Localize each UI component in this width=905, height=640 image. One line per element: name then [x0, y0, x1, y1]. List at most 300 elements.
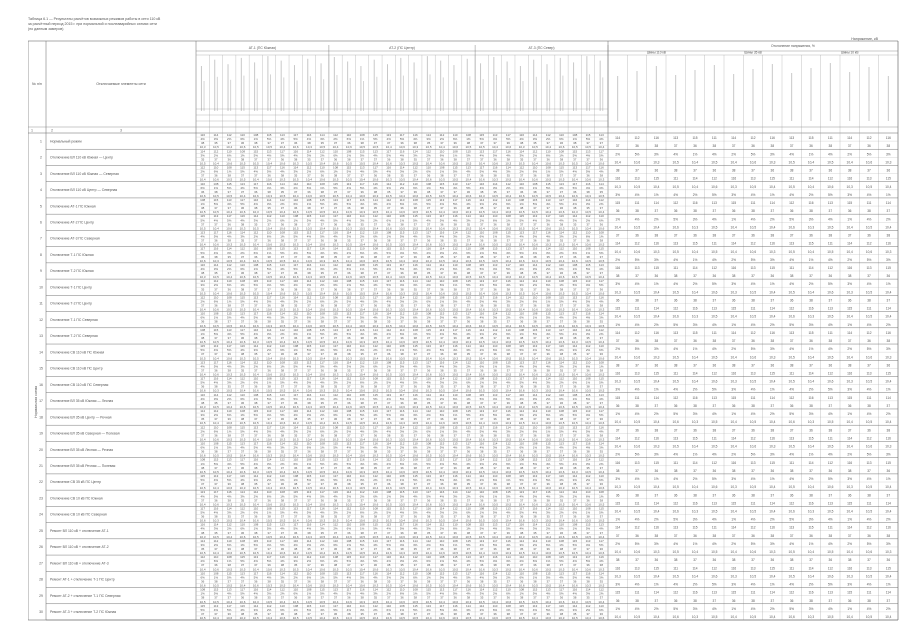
table-cell: 112: [711, 460, 717, 465]
table-cell: 111: [827, 241, 833, 246]
table-cell: 6%: [599, 607, 604, 612]
table-cell: 4%: [572, 202, 577, 207]
table-cell: 115: [479, 133, 485, 138]
table-cell: 38: [586, 579, 590, 584]
table-cell: 36: [712, 168, 717, 173]
table-cell: 10,5: [385, 242, 392, 247]
table-cell: 35: [426, 530, 431, 535]
table-cell: 38: [546, 563, 550, 568]
table-cell: 116: [731, 176, 737, 181]
table-cell: 36: [200, 514, 205, 519]
table-cell: 36: [240, 465, 245, 470]
table-cell: 10,4: [266, 226, 273, 231]
table-cell: 115: [386, 246, 392, 251]
table-cell: 2%: [808, 387, 814, 392]
table-cell: 1%: [731, 322, 736, 327]
table-cell: 2%: [306, 559, 312, 564]
table-cell: 5%: [634, 152, 640, 157]
table-cell: 37: [867, 468, 871, 473]
table-cell: 114: [293, 555, 299, 560]
table-cell: 36: [254, 189, 258, 194]
table-cell: 35: [426, 141, 431, 146]
table-cell: 116: [505, 409, 511, 414]
table-cell: 5%: [386, 380, 391, 385]
table-cell: 36: [453, 271, 457, 276]
table-cell: 114: [847, 330, 853, 335]
table-cell: 10,5: [711, 420, 718, 425]
table-cell: 10,5: [226, 388, 233, 393]
table-cell: 117: [452, 327, 458, 332]
table-cell: 112: [226, 522, 232, 527]
table-cell: 10,6: [385, 291, 392, 296]
table-cell: 36: [267, 433, 271, 438]
table-cell: 116: [519, 522, 525, 527]
table-cell: 112: [572, 490, 578, 495]
table-cell: 10,5: [558, 421, 565, 426]
table-cell: 113: [827, 501, 833, 506]
table-cell: 5%: [426, 494, 431, 499]
table-cell: 2%: [546, 526, 551, 531]
table-cell: 116: [598, 165, 604, 170]
table-cell: 10,5: [279, 242, 286, 247]
table-cell: 6%: [373, 494, 378, 499]
table-cell: 110: [598, 344, 604, 349]
table-cell: 36: [673, 209, 678, 214]
table-cell: 10,4: [465, 372, 472, 377]
table-cell: 10,5: [372, 210, 379, 215]
table-cell: 113: [266, 279, 272, 284]
table-cell: 5%: [227, 218, 232, 223]
table-cell: 10,5: [571, 356, 578, 361]
table-cell: 114: [653, 395, 659, 400]
table-cell: 38: [440, 238, 444, 243]
table-cell: 36: [400, 335, 404, 340]
table-cell: 4%: [479, 445, 484, 450]
table-cell: 113: [452, 181, 458, 186]
table-cell: 36: [599, 287, 604, 292]
table-cell: 35: [240, 498, 245, 503]
table-cell: 5%: [399, 396, 405, 401]
table-cell: 35: [254, 482, 258, 487]
table-cell: 36: [387, 352, 391, 357]
table-cell: 1%: [439, 299, 445, 304]
table-cell: 37: [360, 173, 364, 178]
table-cell: 6%: [227, 153, 232, 158]
table-cell: 117: [466, 181, 471, 186]
table-cell: 4%: [532, 348, 538, 353]
table-cell: 5%: [253, 542, 258, 547]
table-cell: 10,3: [438, 242, 445, 247]
table-cell: 112: [585, 344, 591, 349]
table-cell: 114: [545, 376, 551, 381]
table-cell: 117: [386, 538, 392, 543]
table-cell: 10,3: [345, 226, 352, 231]
table-cell: 36: [493, 287, 497, 292]
table-cell: 37: [307, 222, 311, 227]
table-cell: 112: [519, 555, 525, 560]
table-cell: 116: [769, 436, 775, 441]
caption-line: за расчётный период 2015 г. при нормальной и послеаварийных схемах сети: [28, 22, 157, 26]
table-cell: 6%: [559, 137, 564, 142]
table-cell: 37: [493, 384, 497, 389]
table-cell: 10,3: [425, 518, 432, 523]
table-cell: 115: [439, 181, 445, 186]
table-cell: 116: [279, 165, 285, 170]
table-cell: 114: [492, 571, 498, 576]
table-cell: 110: [293, 457, 299, 462]
table-cell: 5%: [479, 266, 484, 271]
table-cell: 10,3: [614, 290, 621, 295]
table-cell: 36: [546, 547, 550, 552]
table-cell: 10,4: [385, 534, 392, 539]
table-cell: 117: [505, 392, 511, 397]
table-cell: 3%: [615, 582, 620, 587]
table-cell: 10,5: [412, 161, 419, 166]
table-cell: 10,4: [412, 372, 419, 377]
table-cell: 37: [546, 271, 550, 276]
table-cell: 4%: [333, 461, 338, 466]
table-cell: 10,5: [478, 599, 485, 604]
table-cell: 3%: [506, 559, 511, 564]
table-cell: 117: [439, 214, 445, 219]
table-cell: 4%: [439, 364, 445, 369]
table-cell: 5%: [599, 250, 604, 255]
table-cell: 113: [226, 197, 232, 202]
table-cell: 36: [506, 530, 510, 535]
table-cell: 10,6: [359, 388, 366, 393]
table-cell: 4%: [227, 591, 232, 596]
table-cell: 10,5: [585, 404, 591, 409]
table-cell: 38: [559, 417, 564, 422]
table-cell: 5%: [506, 526, 511, 531]
table-cell: 113: [505, 376, 511, 381]
table-cell: 10,5: [518, 421, 525, 426]
table-cell: 108: [213, 571, 219, 576]
table-cell: 10,5: [359, 356, 366, 361]
table-cell: 117: [306, 376, 312, 381]
table-cell: 2%: [320, 283, 325, 288]
table-cell: 10,5: [865, 509, 873, 514]
table-cell: 116: [266, 181, 272, 186]
table-cell: 108: [279, 490, 285, 495]
table-cell: 10,3: [598, 307, 605, 312]
table-cell: 4%: [559, 607, 564, 612]
table-cell: 37: [440, 530, 444, 535]
table-cell: 36: [360, 189, 364, 194]
table-cell: 10,5: [359, 616, 366, 620]
table-cell: 114: [266, 457, 272, 462]
table-cell: 10,5: [518, 616, 525, 620]
table-cell: 115: [598, 246, 604, 251]
table-cell: 37: [559, 433, 564, 438]
table-cell: 10,6: [827, 184, 834, 189]
table-cell: 113: [439, 457, 445, 462]
table-cell: 10,6: [425, 307, 432, 312]
table-cell: 10,5: [452, 551, 459, 556]
table-cell: 10,4: [292, 518, 299, 523]
table-cell: 116: [359, 457, 365, 462]
table-cell: 10,5: [711, 550, 718, 555]
table-cell: 3%: [847, 192, 852, 197]
table-cell: 38: [519, 530, 524, 535]
table-cell: 6%: [466, 510, 471, 515]
table-cell: 117: [426, 360, 431, 365]
column-number: 3: [120, 128, 122, 133]
table-cell: 5%: [266, 429, 272, 434]
table-cell: 3%: [346, 364, 352, 369]
table-cell: 10,4: [885, 379, 892, 384]
table-cell: 5%: [559, 202, 564, 207]
table-cell: 10,3: [252, 340, 259, 345]
row-number: 12: [39, 317, 43, 322]
table-cell: 35: [347, 498, 351, 503]
table-cell: 37: [360, 368, 364, 373]
table-cell: 36: [533, 238, 537, 243]
table-cell: 5%: [585, 169, 591, 174]
table-cell: 116: [808, 395, 814, 400]
table-cell: 37: [373, 352, 378, 357]
table-cell: 3%: [546, 380, 551, 385]
table-cell: 10,5: [545, 177, 552, 182]
table-cell: 10,6: [672, 420, 679, 425]
table-cell: 37: [828, 403, 833, 408]
table-cell: 113: [439, 327, 445, 332]
table-cell: 6%: [333, 413, 338, 418]
table-cell: 10,4: [614, 225, 621, 230]
table-cell: 10,3: [438, 502, 445, 507]
table-cell: 10,5: [359, 534, 366, 539]
table-cell: 117: [439, 473, 445, 478]
table-cell: 108: [372, 246, 378, 251]
table-cell: 37: [519, 563, 524, 568]
table-cell: 37: [200, 368, 205, 373]
table-cell: 4%: [386, 429, 391, 434]
table-cell: 3%: [585, 461, 591, 466]
table-cell: 10,5: [438, 437, 445, 442]
table-cell: 1%: [293, 478, 298, 483]
table-cell: 113: [386, 133, 392, 138]
table-cell: 10,5: [372, 534, 379, 539]
table-cell: 4%: [506, 283, 511, 288]
table-cell: 38: [227, 433, 231, 438]
table-cell: 2%: [439, 266, 445, 271]
table-cell: 10,4: [807, 574, 815, 579]
table-cell: 10,5: [672, 379, 679, 384]
table-cell: 37: [506, 238, 510, 243]
table-cell: 6%: [546, 153, 551, 158]
table-cell: 4%: [585, 445, 591, 450]
table-cell: 5%: [789, 217, 794, 222]
table-cell: 10,5: [827, 160, 834, 165]
table-cell: 113: [253, 295, 259, 300]
table-cell: 5%: [546, 218, 551, 223]
table-cell: 112: [827, 460, 833, 465]
table-cell: 115: [532, 327, 538, 332]
table-cell: 38: [654, 144, 659, 149]
table-cell: 115: [847, 306, 853, 311]
table-cell: 10,6: [226, 356, 233, 361]
table-cell: 38: [254, 465, 258, 470]
table-cell: 108: [479, 246, 485, 251]
table-cell: 2%: [306, 429, 312, 434]
table-cell: 37: [227, 530, 231, 535]
table-cell: 110: [532, 555, 538, 560]
table-cell: 10,5: [306, 340, 312, 345]
table-cell: 5%: [439, 445, 445, 450]
table-cell: 37: [546, 335, 550, 340]
table-cell: 5%: [213, 331, 219, 336]
table-cell: 112: [439, 133, 445, 138]
table-cell: 10,5: [279, 193, 286, 198]
table-cell: 4%: [492, 396, 498, 401]
table-cell: 37: [886, 403, 891, 408]
table-cell: 10,4: [807, 160, 815, 165]
table-cell: 4%: [479, 542, 484, 547]
table-cell: 112: [750, 330, 756, 335]
table-cell: 35: [466, 482, 471, 487]
table-cell: 37: [599, 254, 604, 259]
table-cell: 113: [866, 265, 872, 270]
table-cell: 114: [479, 327, 485, 332]
table-cell: 10,6: [749, 249, 757, 254]
table-cell: 10,6: [865, 249, 873, 254]
table-cell: 108: [226, 425, 232, 430]
table-cell: 37: [254, 173, 258, 178]
table-cell: 36: [333, 482, 338, 487]
table-cell: 38: [533, 319, 537, 324]
table-cell: 36: [360, 384, 364, 389]
row-element-name: Отключение Т-2 ПС Центр: [50, 301, 92, 306]
table-cell: 116: [319, 376, 325, 381]
table-cell: 114: [226, 506, 232, 511]
table-cell: 116: [452, 344, 458, 349]
table-cell: 37: [533, 465, 537, 470]
table-cell: 35: [254, 222, 258, 227]
table-cell: 10,5: [252, 145, 259, 150]
table-cell: 110: [399, 327, 405, 332]
table-cell: 115: [731, 501, 737, 506]
table-cell: 4%: [213, 510, 219, 515]
table-cell: 10,6: [399, 469, 405, 474]
table-cell: 10,4: [807, 444, 815, 449]
table-cell: 10,6: [345, 210, 352, 215]
table-cell: 10,5: [239, 567, 246, 572]
table-cell: 10,4: [252, 567, 259, 572]
table-cell: 5%: [546, 315, 551, 320]
table-cell: 113: [319, 214, 325, 219]
table-cell: 10,5: [558, 437, 565, 442]
table-cell: 6%: [240, 396, 245, 401]
table-cell: 10,4: [372, 551, 379, 556]
table-cell: 114: [399, 555, 405, 560]
table-cell: 36: [693, 533, 697, 538]
table-cell: 10,3: [518, 404, 525, 409]
table-cell: 4%: [386, 169, 391, 174]
table-cell: 35: [400, 303, 404, 308]
table-cell: 10,3: [266, 453, 273, 458]
table-cell: 37: [546, 449, 550, 454]
table-cell: 38: [400, 611, 404, 616]
table-cell: 4%: [712, 152, 717, 157]
table-cell: 38: [360, 595, 364, 600]
table-cell: 10,5: [672, 574, 679, 579]
table-cell: 10,3: [332, 242, 339, 247]
table-cell: 6%: [373, 364, 378, 369]
table-cell: 10,6: [788, 420, 795, 425]
table-cell: 1%: [585, 510, 591, 515]
table-cell: 37: [200, 173, 205, 178]
table-cell: 10,4: [292, 258, 299, 263]
table-cell: 117: [373, 165, 378, 170]
table-cell: 10,3: [306, 404, 312, 409]
table-cell: 38: [712, 233, 717, 238]
table-cell: 10,6: [359, 258, 366, 263]
table-cell: 10,5: [266, 599, 273, 604]
table-cell: 37: [426, 287, 431, 292]
table-cell: 10,3: [846, 379, 853, 384]
table-cell: 38: [886, 233, 891, 238]
table-cell: 5%: [546, 348, 551, 353]
table-cell: 10,3: [213, 258, 219, 263]
table-cell: 4%: [399, 413, 405, 418]
table-cell: 1%: [847, 217, 852, 222]
table-cell: 2%: [479, 478, 484, 483]
table-cell: 38: [413, 465, 417, 470]
table-cell: 108: [412, 327, 418, 332]
table-cell: 1%: [373, 380, 378, 385]
table-cell: 36: [307, 384, 311, 389]
table-cell: 10,4: [279, 469, 286, 474]
table-cell: 5%: [240, 331, 245, 336]
table-cell: 38: [320, 254, 324, 259]
table-cell: 112: [750, 525, 756, 530]
table-cell: 115: [452, 425, 458, 430]
table-cell: 3%: [466, 607, 471, 612]
table-cell: 6%: [346, 266, 352, 271]
table-cell: 4%: [253, 559, 258, 564]
table-cell: 10,4: [292, 193, 299, 198]
table-cell: 35: [586, 465, 590, 470]
table-cell: 10,5: [518, 486, 525, 491]
table-cell: 10,4: [438, 469, 445, 474]
table-cell: 5%: [572, 283, 577, 288]
table-cell: 5%: [253, 445, 258, 450]
table-cell: 38: [453, 352, 457, 357]
table-cell: 10,5: [545, 583, 552, 588]
table-cell: 4%: [712, 606, 717, 611]
table-cell: 38: [770, 533, 775, 538]
table-cell: 35: [373, 465, 378, 470]
table-cell: 3%: [439, 250, 445, 255]
table-cell: 10,4: [226, 210, 233, 215]
table-cell: 1%: [399, 478, 405, 483]
table-cell: 38: [586, 319, 590, 324]
table-cell: 4%: [280, 137, 285, 142]
table-cell: 108: [200, 327, 206, 332]
table-cell: 10,4: [452, 518, 459, 523]
table-cell: 116: [333, 490, 338, 495]
table-cell: 5%: [227, 185, 232, 190]
table-cell: 115: [253, 409, 259, 414]
table-cell: 114: [808, 176, 814, 181]
table-cell: 10,5: [438, 193, 445, 198]
table-cell: 4%: [466, 559, 471, 564]
table-cell: 116: [885, 330, 891, 335]
table-cell: 37: [533, 287, 537, 292]
table-cell: 2%: [479, 607, 484, 612]
table-cell: 38: [267, 579, 271, 584]
table-cell: 35: [214, 141, 218, 146]
